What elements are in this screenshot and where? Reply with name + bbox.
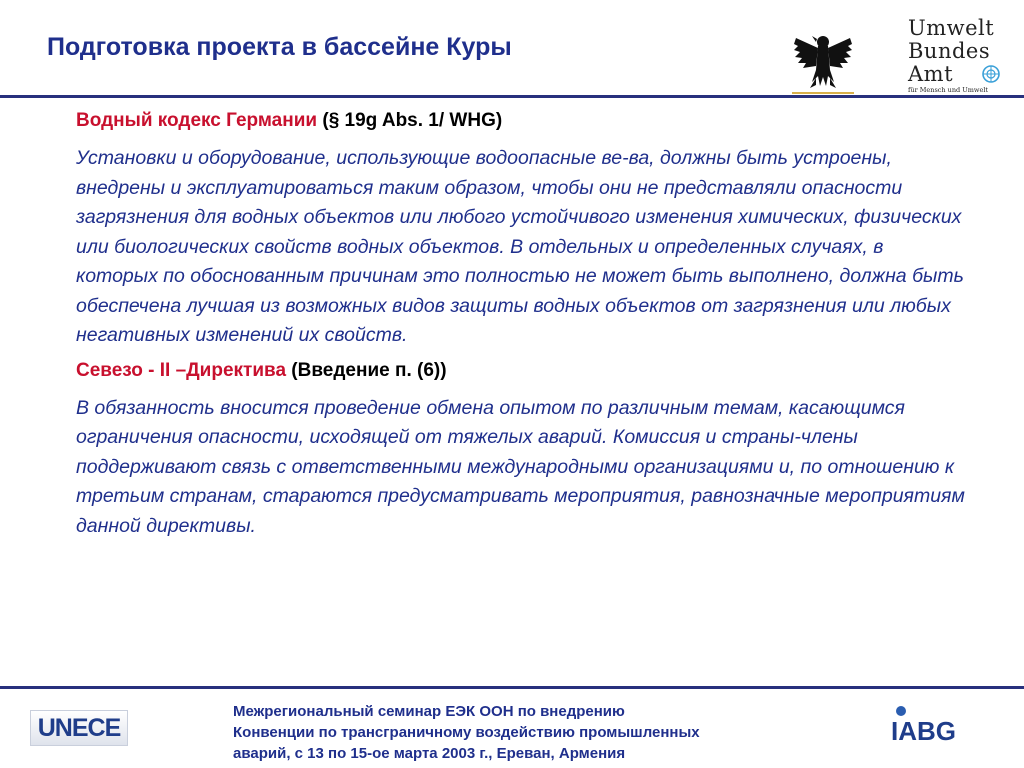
unece-logo: UNECE: [30, 710, 128, 746]
footer-divider: [0, 686, 1024, 689]
footer-text: [233, 701, 793, 764]
page-title: Подготовка проекта в бассейне Куры: [47, 33, 512, 61]
logo-text-line-3: Amt: [908, 62, 954, 86]
header-divider: [0, 95, 1024, 98]
heading-red-text: Севезо - II –Директива: [76, 359, 287, 381]
umweltbundesamt-logo: [906, 14, 1018, 98]
main-content: [76, 109, 966, 549]
un-globe-icon: [982, 65, 1000, 83]
heading-black-text: (Введение п. (6)): [286, 359, 447, 381]
heading-black-text: (§ 19g Abs. 1/ WHG): [317, 110, 503, 131]
section-body-water-code: Установки и оборудование, использующие водоопасные ве-ва, должны быть устроены, внедрены и эксплуатироваться таким образом, чтобы они не представляли опасности загрязнения для водных объектов или любого устойчивого изменения химических, физических или биологических свойств водных объектов. В отдельных и определенных случаях, в которых по обоснованным причинам это полностью не может быть выполнено, должна быть обеспечена лучшая из возможных видов защиты водных объектов от загрязнения или любых негативных изменений их свойств.: [76, 147, 964, 346]
section-body-seveso: В обязанность вносится проведение обмена опытом по различным темам, касающимся ограничения опасности, исходящей от тяжелых аварий. Комиссия и страны-члены поддерживают связь с ответственными международными организациями и, по отношению к третьим странам, стараются предусматривать мероприятия, равнозначные мероприятиям данной директивы.: [76, 396, 965, 537]
heading-red-text: Водный кодекс Германии: [76, 110, 318, 131]
iabg-logo-text: IABG: [891, 716, 956, 744]
section-heading-seveso: [76, 359, 966, 383]
footer-line-1: Межрегиональный семинар ЕЭК ООН по внедрению: [233, 703, 625, 720]
logo-text-line-1: Umwelt: [908, 16, 995, 40]
logo-subline: für Mensch und Umwelt: [908, 86, 989, 94]
section-heading-water-code: [76, 109, 966, 133]
german-eagle-icon: [792, 30, 854, 94]
logo-text-line-2: Bundes: [908, 39, 991, 63]
footer-line-3: аварий, с 13 по 15-ое марта 2003 г., Ереван, Армения: [233, 745, 626, 762]
footer-line-2: Конвенции по трансграничному воздействию промышленных: [233, 724, 700, 741]
iabg-logo: [889, 704, 999, 744]
